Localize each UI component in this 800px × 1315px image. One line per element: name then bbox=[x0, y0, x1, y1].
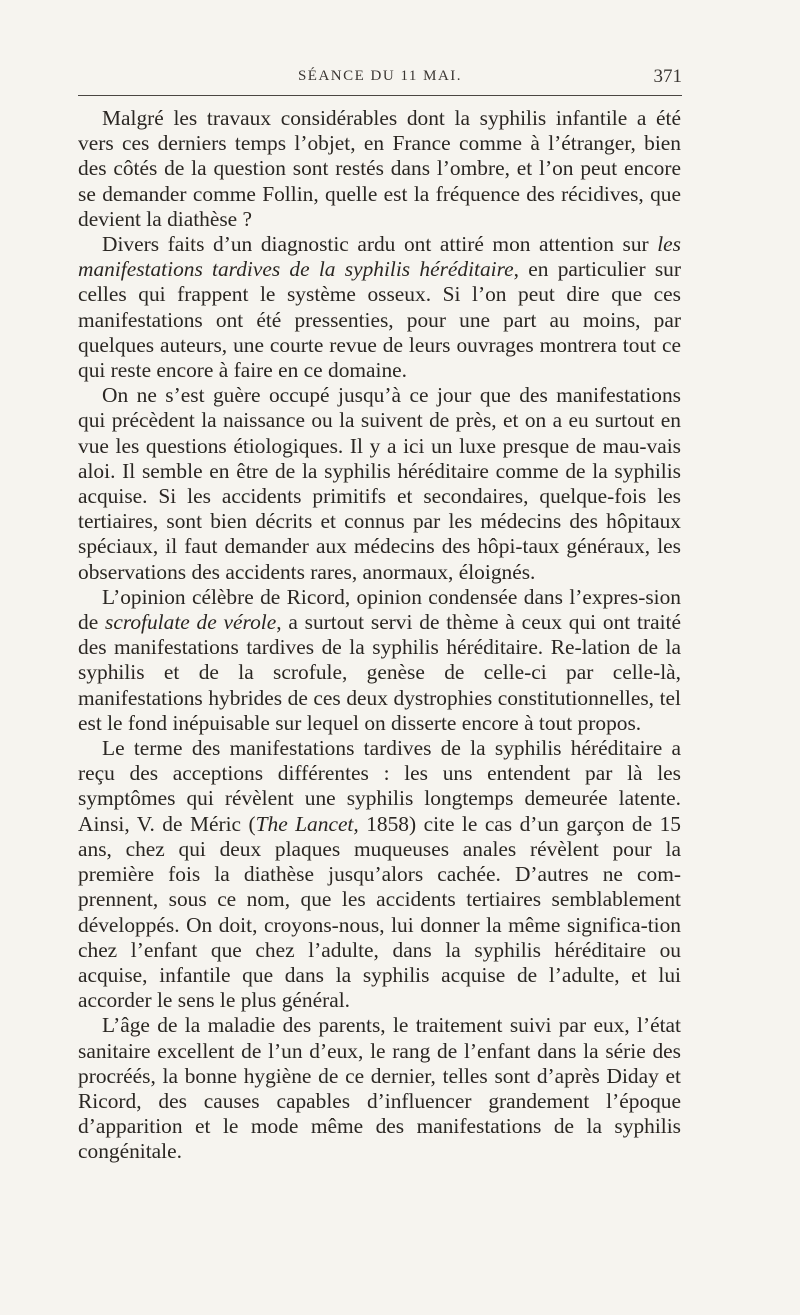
body-text bbox=[78, 106, 681, 1165]
header-rule bbox=[78, 95, 682, 96]
paragraph: Le terme des manifestations tardives de la syphilis héréditaire a reçu des acceptions différentes : les uns entendent par là les symptômes qui révèlent une syphilis longtemps demeurée latente. Ainsi, V. de Méric (The Lancet, 1858) cite le cas d’un garçon de 15 ans, chez qui deux plaques muqueuses anales révèlent pour la première fois la diathèse jusqu’alors cachée. D’autres ne com-prennent, sous ce nom, que les accidents tertiaires semblablement développés. On doit, croyons-nous, lui donner la même significa-tion chez l’enfant que chez l’adulte, dans la syphilis héréditaire ou acquise, infantile que dans la syphilis acquise de l’adulte, et lui accorder le sens le plus général. bbox=[78, 736, 681, 1013]
page-header bbox=[78, 64, 682, 96]
running-title: SÉANCE DU 11 MAI. bbox=[297, 68, 463, 84]
page-number: 371 bbox=[653, 66, 682, 87]
paragraph: L’opinion célèbre de Ricord, opinion condensée dans l’expres-sion de scrofulate de vérole, a surtout servi de thème à ceux qui ont traité des manifestations tardives de la syphilis héréditaire. Re-lation de la syphilis et de la scrofule, genèse de celle-ci par celle-là, manifestations hybrides de ces deux dystrophies constitutionnelles, tel est le fond inépuisable sur lequel on disserte encore à tout propos. bbox=[78, 584, 681, 735]
paragraph: Divers faits d’un diagnostic ardu ont attiré mon attention sur les manifestations tardives de la syphilis héréditaire, en particulier sur celles qui frappent le système osseux. Si l’on peut dire que ces manifestations ont été pressenties, pour une part au moins, par quelques auteurs, une courte revue de leurs ouvrages montrera tout ce qui reste encore à faire en ce domaine. bbox=[78, 232, 681, 383]
paragraph: L’âge de la maladie des parents, le traitement suivi par eux, l’état sanitaire excellent de l’un d’eux, le rang de l’enfant dans la série des procréés, la bonne hygiène de ce dernier, telles sont d’après Diday et Ricord, des causes capables d’influencer grandement l’époque d’apparition et le mode même des manifestations de la syphilis congénitale. bbox=[78, 1013, 681, 1164]
paragraph: On ne s’est guère occupé jusqu’à ce jour que des manifestations qui précèdent la naissance ou la suivent de près, et on a eu surtout en vue les questions étiologiques. Il y a ici un luxe presque de mau-vais aloi. Il semble en être de la syphilis héréditaire comme de la syphilis acquise. Si les accidents primitifs et secondaires, quelque-fois les tertiaires, sont bien décrits et connus par les médecins des hôpitaux spéciaux, il faut demander aux médecins des hôpi-taux généraux, les observations des accidents rares, anormaux, éloignés. bbox=[78, 383, 681, 584]
paragraph: Malgré les travaux considérables dont la syphilis infantile a été vers ces derniers temps l’objet, en France comme à l’étranger, bien des côtés de la question sont restés dans l’ombre, et l’on peut encore se demander comme Follin, quelle est la fréquence des récidives, que devient la diathèse ? bbox=[78, 106, 681, 231]
